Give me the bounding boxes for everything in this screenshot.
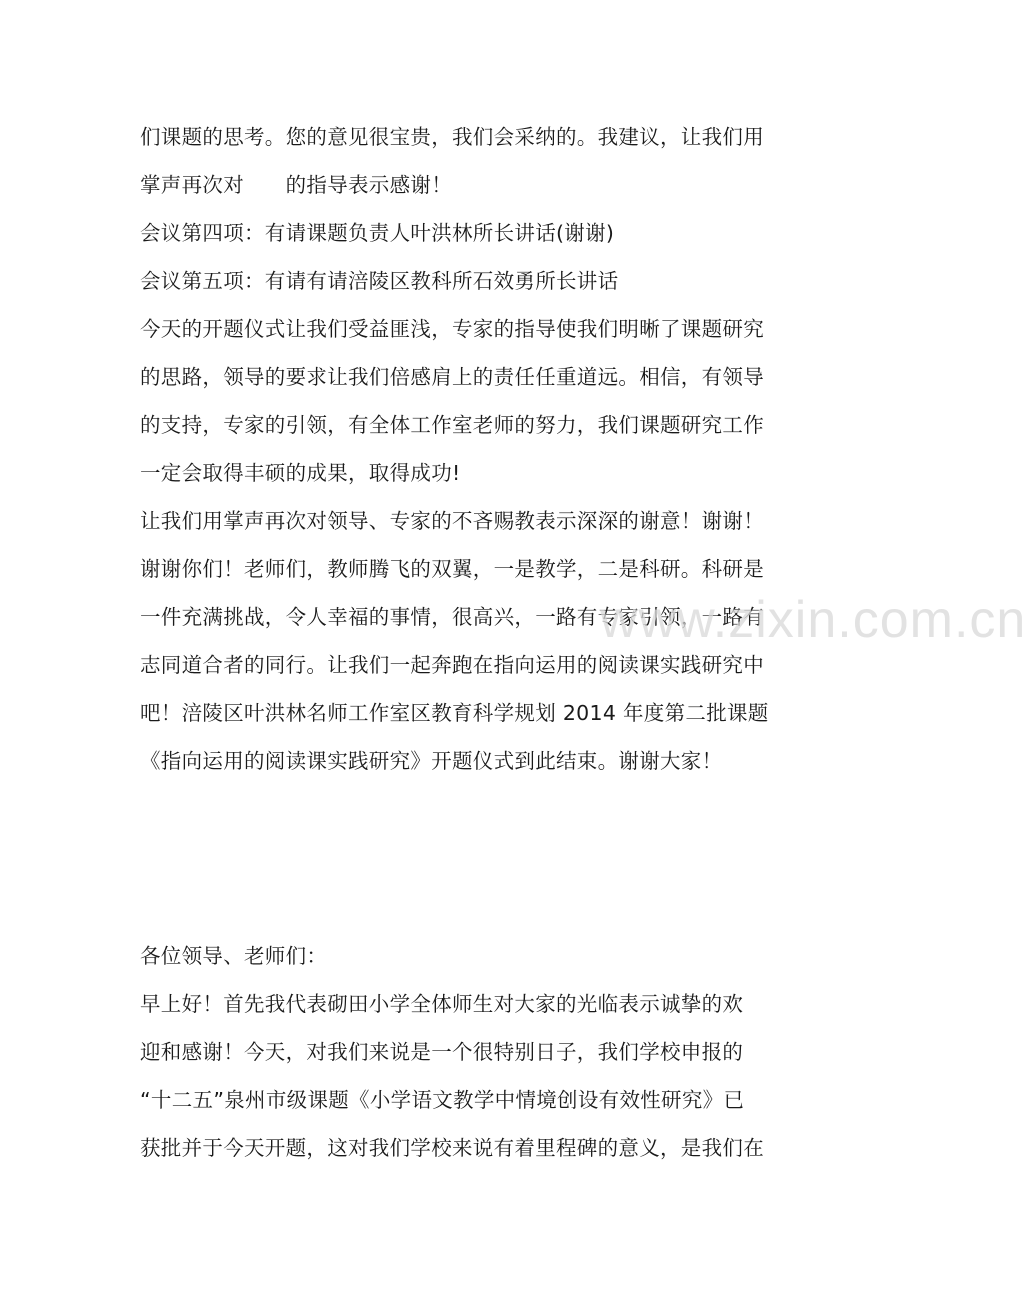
text-line: 吧！涪陵区叶洪林名师工作室区教育科学规划 2014 年度第二批课题 (140, 701, 769, 725)
text-line: 一件充满挑战，令人幸福的事情，很高兴，一路有专家引领，一路有 (140, 605, 764, 629)
text-line: 谢谢你们！老师们，教师腾飞的双翼，一是教学，二是科研。科研是 (140, 557, 764, 581)
text-line: “十二五”泉州市级课题《小学语文教学中情境创设有效性研究》已 (140, 1088, 745, 1112)
text-line: 们课题的思考。您的意见很宝贵，我们会采纳的。我建议，让我们用 (140, 125, 764, 149)
text-line: 早上好！首先我代表砌田小学全体师生对大家的光临表示诚挚的欢 (140, 992, 744, 1016)
text-line: 的支持，专家的引领，有全体工作室老师的努力，我们课题研究工作 (140, 413, 764, 437)
text-line: 会议第五项：有请有请涪陵区教科所石效勇所长讲话 (140, 269, 619, 293)
text-line: 获批并于今天开题，这对我们学校来说有着里程碑的意义，是我们在 (140, 1136, 764, 1160)
text-line: 迎和感谢！今天，对我们来说是一个很特别日子，我们学校申报的 (140, 1040, 744, 1064)
text-line: 志同道合者的同行。让我们一起奔跑在指向运用的阅读课实践研究中 (140, 653, 764, 677)
watermark: www.zixin.com.cn (600, 591, 1026, 649)
text-line: 今天的开题仪式让我们受益匪浅，专家的指导使我们明晰了课题研究 (140, 317, 764, 341)
salutation: 各位领导、老师们： (140, 944, 328, 968)
text-line: 掌声再次对 的指导表示感谢！ (140, 173, 452, 197)
text-line: 《指向运用的阅读课实践研究》开题仪式到此结束。谢谢大家！ (140, 749, 723, 773)
text-line: 会议第四项：有请课题负责人叶洪林所长讲话(谢谢) (140, 221, 615, 245)
text-line: 让我们用掌声再次对领导、专家的不吝赐教表示深深的谢意！谢谢！ (140, 509, 764, 533)
text-line: 一定会取得丰硕的成果，取得成功! (140, 461, 461, 485)
text-line: 的思路，领导的要求让我们倍感肩上的责任任重道远。相信，有领导 (140, 365, 764, 389)
